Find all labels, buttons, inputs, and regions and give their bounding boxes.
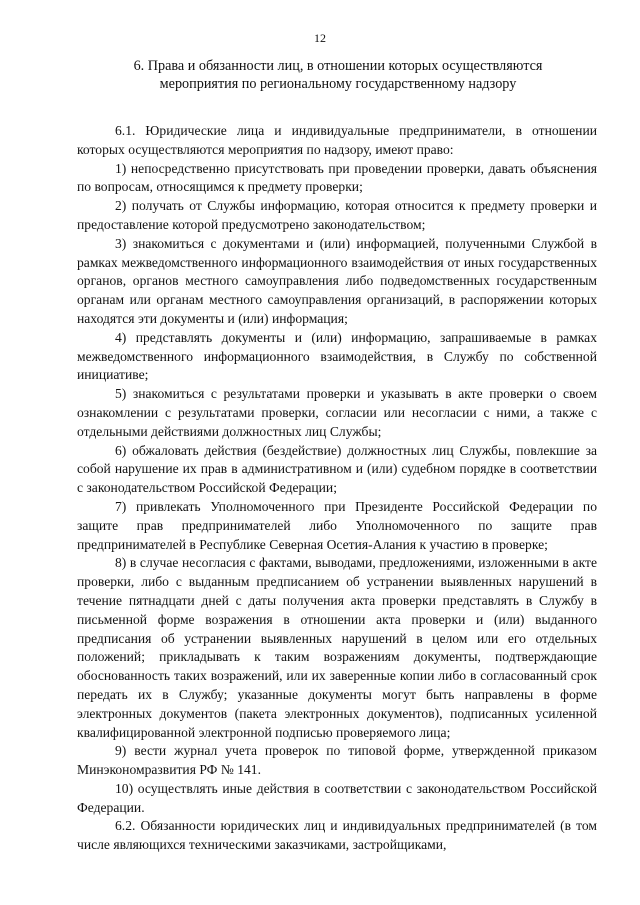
document-body (77, 122, 597, 855)
right-item-8: 8) в случае несогласия с фактами, выводами, предложениями, изложенными в акте проверки, либо с выданным предписанием об устранении выявленных нарушений в течение пятнадцати дней с даты получения акта проверки представлять в Службу в письменной форме возражения в отношении акта проверки и (или) выданного предписания об устранении выявленных нарушений в целом или его отдельных положений; прикладывать к таким возражениям документы, подтверждающие обоснованность таких возражений, или их заверенные копии либо в согласованный срок передать их в Службу; указанные документы могут быть направлены в форме электронных документов (пакета электронных документов), подписанных усиленной квалифицированной электронной подписью проверяемого лица; (77, 555, 597, 740)
page-number: 12 (314, 31, 326, 45)
right-item-7: 7) привлекать Уполномоченного при Президенте Российской Федерации по защите прав предпринимателей либо Уполномоченного по защите прав предпринимателей в Республике Северная Осетия-Алания к участию в проверке; (77, 498, 597, 552)
right-item-3: 3) знакомиться с документами и (или) информацией, полученными Службой в рамках межведомственного информационного взаимодействия от иных государственных органов, органов местного самоуправления либо подведомственных государственным органам или органам местного самоуправления организаций, в распоряжении которых находятся эти документы и (или) информация; (77, 235, 597, 326)
right-item-9: 9) вести журнал учета проверок по типовой форме, утвержденной приказом Минэкономразвития РФ № 141. (77, 743, 597, 778)
paragraph-6-1: 6.1. Юридические лица и индивидуальные предприниматели, в отношении которых осуществляются мероприятия по надзору, имеют право: (77, 123, 597, 157)
section-title-line-2: мероприятия по региональному государственному надзору (159, 75, 517, 92)
right-item-1: 1) непосредственно присутствовать при проведении проверки, давать объяснения по вопросам, относящимся к предмету проверки; (77, 160, 597, 195)
right-item-2: 2) получать от Службы информацию, которая относится к предмету проверки и предоставление которой предусмотрено законодательством; (77, 198, 597, 232)
right-item-6: 6) обжаловать действия (бездействие) должностных лиц Службы, повлекшие за собой нарушение их прав в административном и (или) судебном порядке в соответствии с законодательством Российской Федерации; (77, 442, 597, 496)
paragraph-6-2: 6.2. Обязанности юридических лиц и индивидуальных предпринимателей (в том числе являющихся техническими заказчиками, застройщиками, (77, 818, 597, 853)
right-item-5: 5) знакомиться с результатами проверки и указывать в акте проверки о своем ознакомлении с результатами проверки, согласии или несогласии с ними, а также с отдельными действиями должностных лиц Службы; (77, 386, 597, 439)
section-title (80, 58, 596, 93)
right-item-10: 10) осуществлять иные действия в соответствии с законодательством Российской Федерации. (77, 780, 597, 815)
section-title-line-1: 6. Права и обязанности лиц, в отношении которых осуществляются (133, 58, 543, 74)
right-item-4: 4) представлять документы и (или) информацию, запрашиваемые в рамках межведомственного информационного взаимодействия, в Службу по собственной инициативе; (77, 329, 597, 383)
